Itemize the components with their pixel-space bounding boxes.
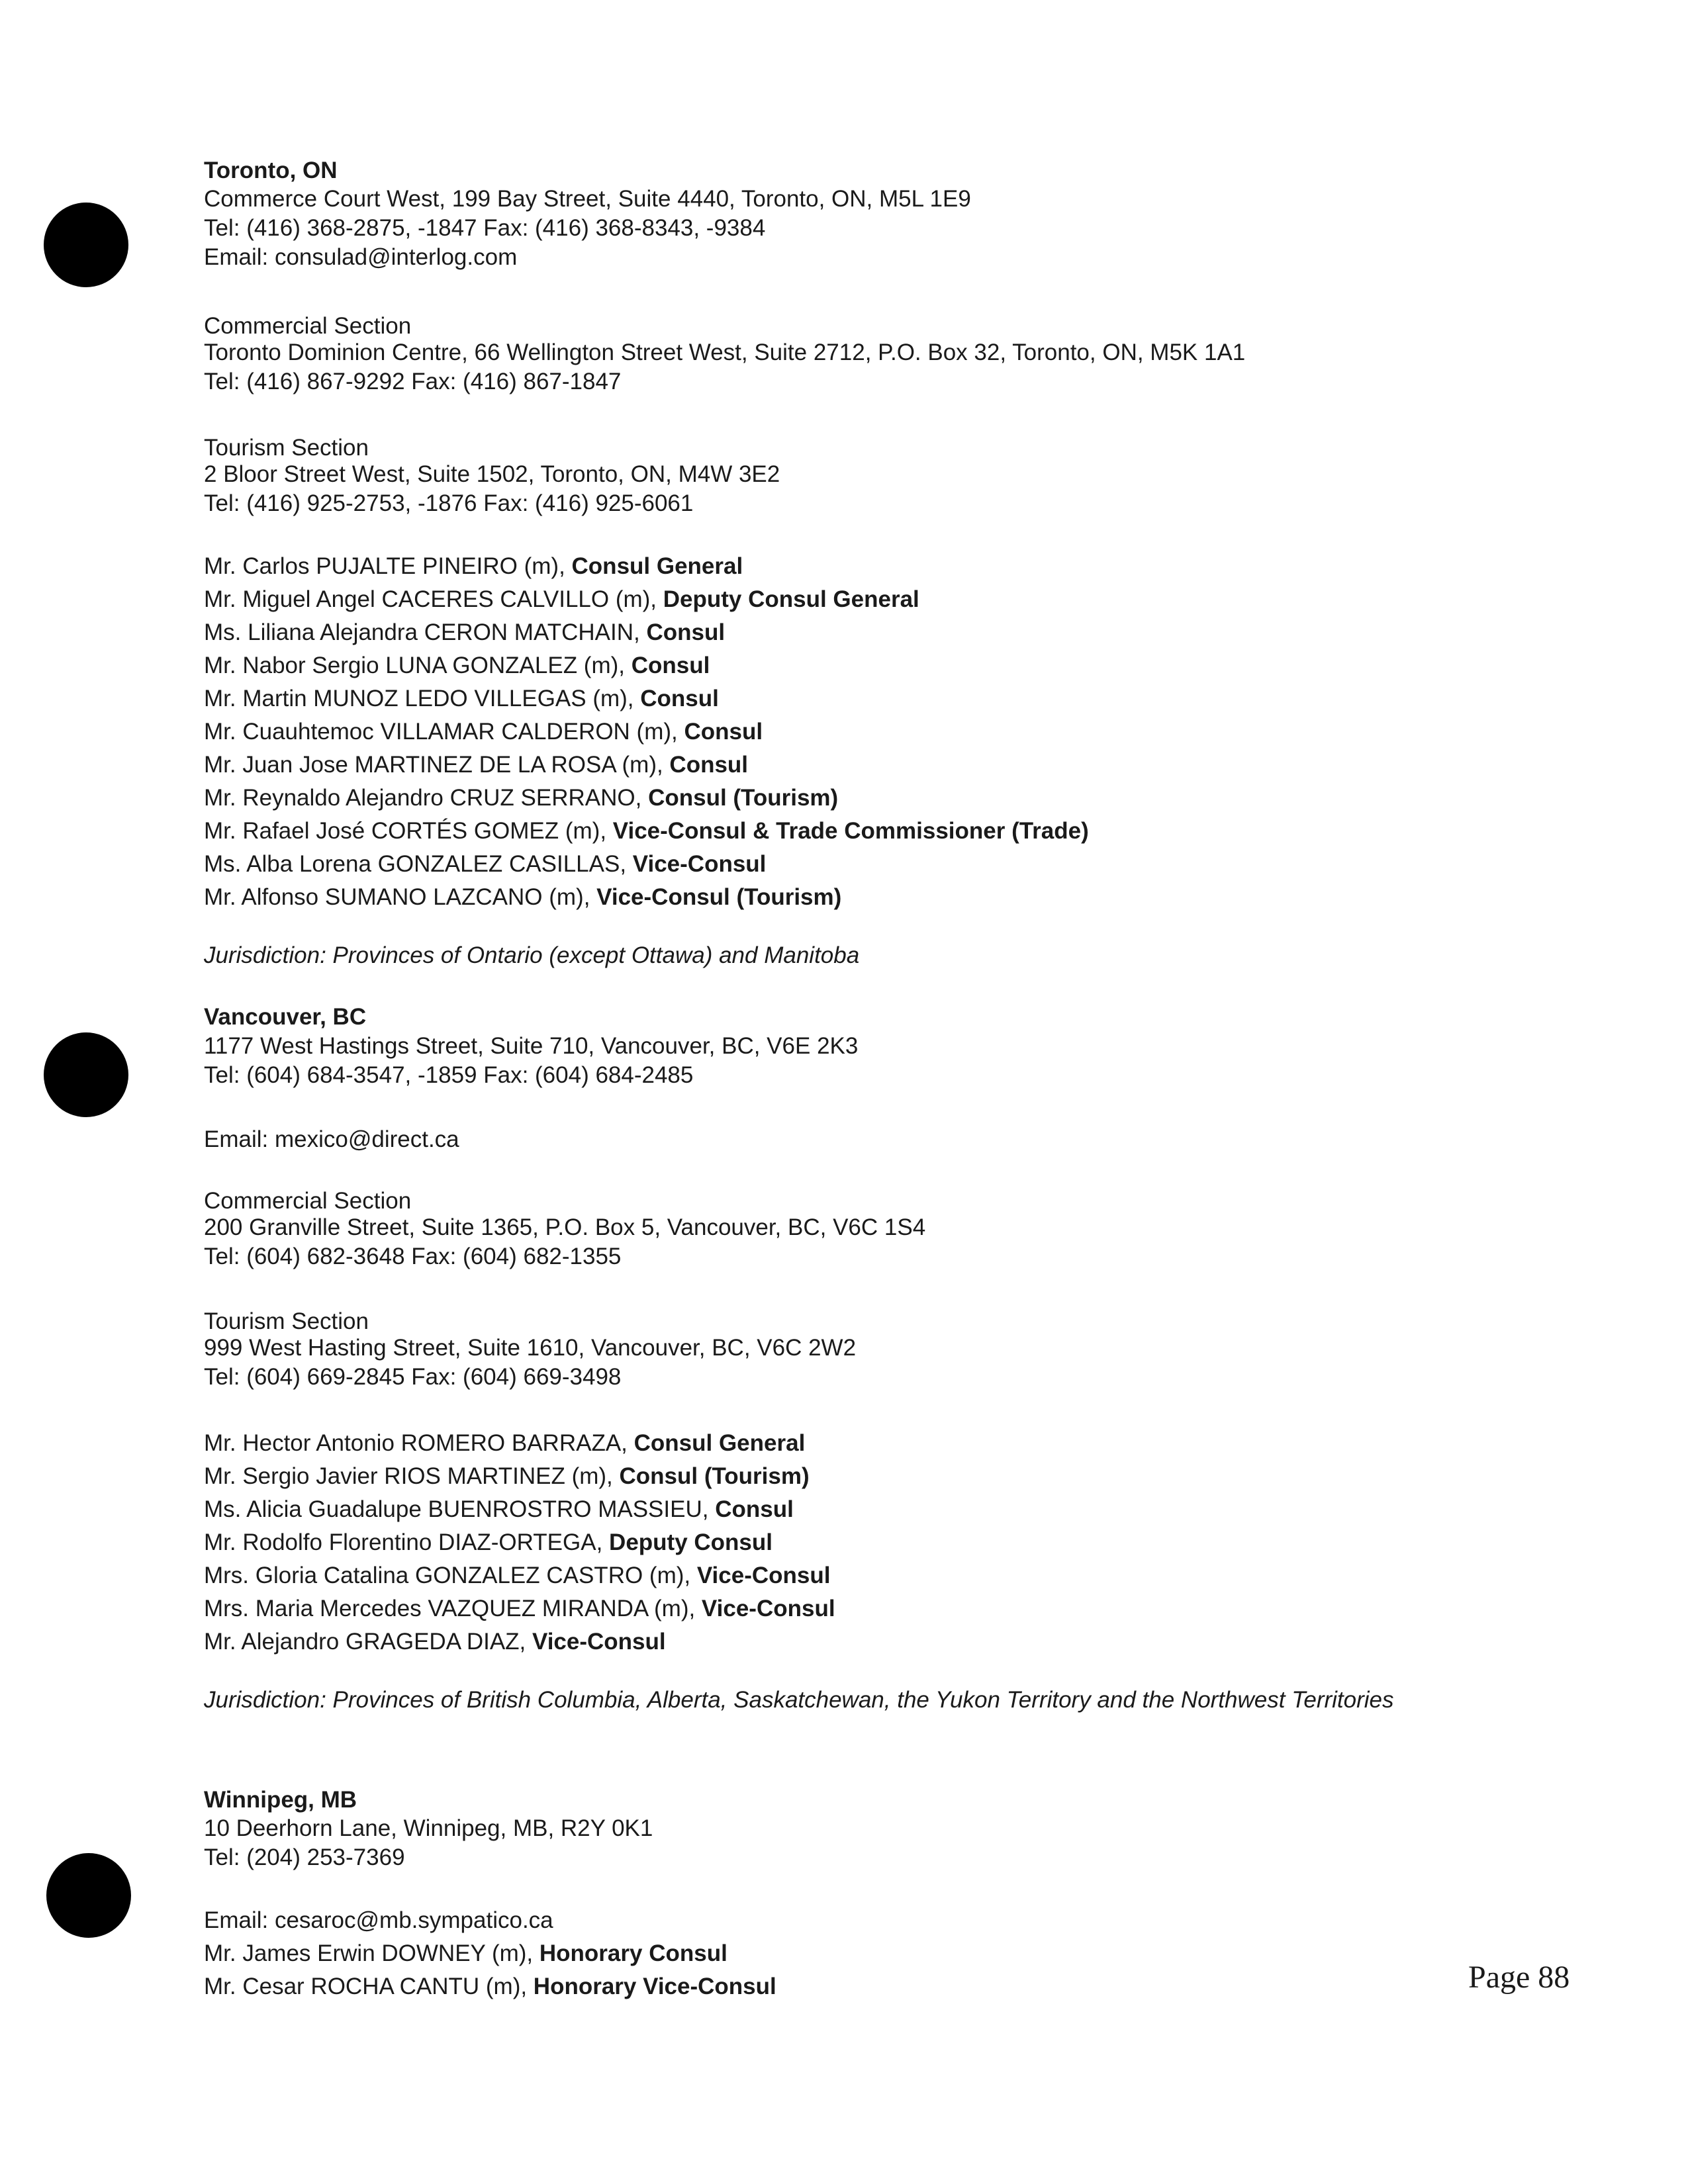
toronto-tourism-address: 2 Bloor Street West, Suite 1502, Toronto, ON, M4W 3E2: [204, 461, 780, 487]
binder-hole: [46, 1853, 131, 1938]
staff-entry: [204, 651, 710, 680]
staff-name: Ms. Alba Lorena GONZALEZ CASILLAS,: [204, 851, 633, 877]
staff-name: Mr. Cesar ROCHA CANTU (m),: [204, 1974, 534, 1999]
staff-name: Mr. James Erwin DOWNEY (m),: [204, 1940, 539, 1966]
staff-name: Mr. Reynaldo Alejandro CRUZ SERRANO,: [204, 785, 649, 811]
staff-name: Mr. Rodolfo Florentino DIAZ-ORTEGA,: [204, 1529, 610, 1555]
staff-name: Mr. Sergio Javier RIOS MARTINEZ (m),: [204, 1463, 620, 1489]
staff-entry: [204, 751, 748, 780]
staff-entry: [204, 1462, 810, 1491]
toronto-tourism-tel: Tel: (416) 925-2753, -1876 Fax: (416) 925-6061: [204, 490, 694, 516]
toronto-tourism-title: Tourism Section: [204, 435, 369, 461]
staff-entry: [204, 1561, 830, 1590]
staff-title: Consul: [684, 719, 763, 745]
vancouver-email: Email: mexico@direct.ca: [204, 1126, 459, 1152]
vancouver-tel: Tel: (604) 684-3547, -1859 Fax: (604) 684-2485: [204, 1062, 694, 1088]
staff-title: Vice-Consul: [701, 1596, 835, 1621]
vancouver-tourism-address: 999 West Hasting Street, Suite 1610, Vancouver, BC, V6C 2W2: [204, 1335, 857, 1361]
staff-entry: [204, 1495, 794, 1524]
staff-title: Vice-Consul: [696, 1563, 831, 1588]
winnipeg-email: Email: cesaroc@mb.sympatico.ca: [204, 1907, 553, 1933]
staff-title: Consul: [631, 653, 710, 678]
staff-title: Consul (Tourism): [619, 1463, 810, 1489]
staff-name: Mr. Alfonso SUMANO LAZCANO (m),: [204, 884, 597, 910]
toronto-tel: Tel: (416) 368-2875, -1847 Fax: (416) 368-8343, -9384: [204, 215, 766, 241]
staff-entry: [204, 883, 841, 912]
staff-entry: [204, 1594, 835, 1623]
staff-entry: [204, 618, 725, 647]
toronto-jurisdiction: Jurisdiction: Provinces of Ontario (except Ottawa) and Manitoba: [204, 942, 860, 968]
staff-title: Vice-Consul: [632, 851, 767, 877]
winnipeg-address: 10 Deerhorn Lane, Winnipeg, MB, R2Y 0K1: [204, 1815, 653, 1841]
staff-title: Consul: [669, 752, 749, 778]
staff-entry: [204, 1627, 666, 1657]
vancouver-heading: Vancouver, BC: [204, 1004, 367, 1030]
staff-name: Mr. Juan Jose MARTINEZ DE LA ROSA (m),: [204, 752, 670, 778]
staff-title: Honorary Consul: [539, 1940, 727, 1966]
vancouver-jurisdiction: Jurisdiction: Provinces of British Columbia, Alberta, Saskatchewan, the Yukon Territory and the Northwest Territories: [204, 1687, 1394, 1713]
vancouver-commercial-address: 200 Granville Street, Suite 1365, P.O. Box 5, Vancouver, BC, V6C 1S4: [204, 1214, 926, 1240]
staff-title: Consul: [715, 1496, 794, 1522]
staff-entry: [204, 1429, 805, 1458]
staff-name: Mr. Nabor Sergio LUNA GONZALEZ (m),: [204, 653, 632, 678]
winnipeg-heading: Winnipeg, MB: [204, 1787, 357, 1813]
staff-entry: [204, 585, 919, 614]
staff-title: Consul: [640, 686, 719, 711]
staff-title: Vice-Consul & Trade Commissioner (Trade): [612, 818, 1089, 844]
vancouver-commercial-tel: Tel: (604) 682-3648 Fax: (604) 682-1355: [204, 1244, 622, 1269]
vancouver-address: 1177 West Hastings Street, Suite 710, Vancouver, BC, V6E 2K3: [204, 1033, 859, 1059]
staff-entry: [204, 552, 743, 581]
staff-title: Consul General: [633, 1430, 806, 1456]
staff-title: Vice-Consul (Tourism): [596, 884, 842, 910]
staff-title: Consul: [646, 619, 726, 645]
staff-title: Consul (Tourism): [648, 785, 839, 811]
staff-name: Mr. Cuauhtemoc VILLAMAR CALDERON (m),: [204, 719, 684, 745]
binder-hole: [44, 203, 128, 287]
toronto-email: Email: consulad@interlog.com: [204, 244, 518, 270]
winnipeg-tel: Tel: (204) 253-7369: [204, 1844, 405, 1870]
staff-entry: [204, 1972, 776, 2001]
staff-entry: [204, 784, 838, 813]
staff-entry: [204, 717, 763, 747]
binder-hole: [44, 1032, 128, 1117]
staff-name: Mrs. Gloria Catalina GONZALEZ CASTRO (m),: [204, 1563, 697, 1588]
staff-name: Mr. Rafael José CORTÉS GOMEZ (m),: [204, 818, 613, 844]
staff-title: Consul General: [571, 553, 743, 579]
staff-name: Mr. Martin MUNOZ LEDO VILLEGAS (m),: [204, 686, 641, 711]
staff-name: Ms. Liliana Alejandra CERON MATCHAIN,: [204, 619, 647, 645]
page-number: Page 88: [1468, 1960, 1570, 1995]
staff-name: Mrs. Maria Mercedes VAZQUEZ MIRANDA (m),: [204, 1596, 702, 1621]
staff-title: Honorary Vice-Consul: [533, 1974, 776, 1999]
staff-entry: [204, 817, 1089, 846]
staff-title: Deputy Consul General: [663, 586, 919, 612]
toronto-address: Commerce Court West, 199 Bay Street, Suite 4440, Toronto, ON, M5L 1E9: [204, 186, 971, 212]
staff-title: Vice-Consul: [532, 1629, 666, 1655]
staff-entry: [204, 684, 719, 713]
vancouver-commercial-title: Commercial Section: [204, 1188, 412, 1214]
staff-name: Mr. Miguel Angel CACERES CALVILLO (m),: [204, 586, 663, 612]
staff-entry: [204, 1939, 727, 1968]
staff-entry: [204, 1528, 773, 1557]
toronto-heading: Toronto, ON: [204, 158, 338, 183]
toronto-commercial-address: Toronto Dominion Centre, 66 Wellington Street West, Suite 2712, P.O. Box 32, Toronto, ON, M5K 1A1: [204, 340, 1246, 365]
staff-entry: [204, 850, 766, 879]
staff-name: Mr. Carlos PUJALTE PINEIRO (m),: [204, 553, 572, 579]
staff-name: Mr. Alejandro GRAGEDA DIAZ,: [204, 1629, 532, 1655]
toronto-commercial-title: Commercial Section: [204, 313, 412, 339]
staff-title: Deputy Consul: [609, 1529, 773, 1555]
vancouver-tourism-tel: Tel: (604) 669-2845 Fax: (604) 669-3498: [204, 1364, 622, 1390]
vancouver-tourism-title: Tourism Section: [204, 1308, 369, 1334]
staff-name: Mr. Hector Antonio ROMERO BARRAZA,: [204, 1430, 634, 1456]
toronto-commercial-tel: Tel: (416) 867-9292 Fax: (416) 867-1847: [204, 369, 622, 394]
staff-name: Ms. Alicia Guadalupe BUENROSTRO MASSIEU,: [204, 1496, 716, 1522]
